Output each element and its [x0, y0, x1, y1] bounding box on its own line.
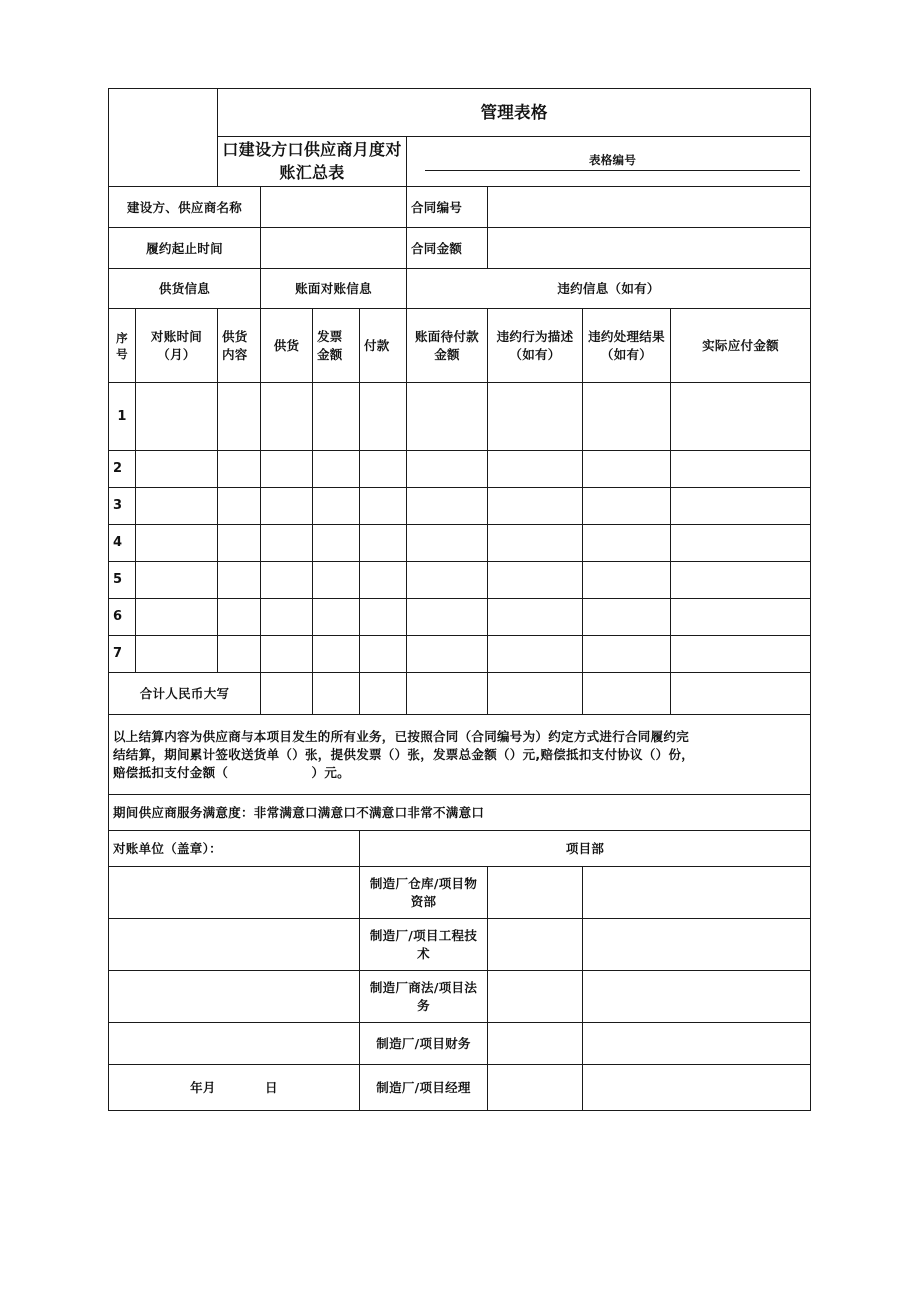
signature-role-label: 制造厂仓库/项目物资部	[360, 867, 488, 919]
signature-name-cell[interactable]	[488, 867, 583, 919]
row-cell-period[interactable]	[136, 599, 218, 636]
period-row	[109, 228, 811, 269]
row-seq: 6	[109, 599, 136, 636]
signature-row	[109, 971, 811, 1023]
signature-name-cell[interactable]	[488, 971, 583, 1023]
header-title-row	[109, 89, 811, 137]
total-cell-breach-result[interactable]	[583, 673, 671, 715]
row-cell-payment[interactable]	[360, 599, 407, 636]
party-name-value[interactable]	[261, 187, 407, 228]
row-cell-payable-book[interactable]	[407, 488, 488, 525]
contract-amount-label: 合同金额	[407, 228, 488, 269]
row-cell-actual-payable[interactable]	[671, 636, 811, 673]
signature-date-cell[interactable]	[583, 971, 811, 1023]
project-dept-label: 项目部	[360, 831, 811, 867]
row-cell-content[interactable]	[218, 525, 261, 562]
row-seq: 3	[109, 488, 136, 525]
signature-row	[109, 867, 811, 919]
total-row	[109, 673, 811, 715]
column-header-actual-payable: 实际应付金额	[671, 309, 811, 383]
signature-date-cell[interactable]	[583, 919, 811, 971]
stamp-area[interactable]	[109, 971, 360, 1023]
signature-role-label: 制造厂/项目经理	[360, 1065, 488, 1111]
signature-role-label: 制造厂商法/项目法务	[360, 971, 488, 1023]
statement-row	[109, 715, 811, 795]
row-seq: 4	[109, 525, 136, 562]
column-header-content: 供货内容	[218, 309, 261, 383]
table-row	[109, 562, 811, 599]
row-cell-supply[interactable]	[261, 562, 313, 599]
row-seq: 7	[109, 636, 136, 673]
statement-line-1: 以上结算内容为供应商与本项目发生的所有业务，已按照合同（合同编号为）约定方式进行合同履约完	[113, 729, 690, 745]
form-subtitle: 口建设方口供应商月度对账汇总表	[218, 137, 407, 187]
statement-line-3-suffix: ）元。	[311, 764, 350, 780]
group-header-supply: 供货信息	[109, 269, 261, 309]
signature-date-cell[interactable]	[583, 1065, 811, 1111]
row-cell-breach-result[interactable]	[583, 383, 671, 451]
row-cell-supply[interactable]	[261, 383, 313, 451]
form-code-label: 表格编号	[425, 152, 800, 171]
contract-amount-value[interactable]	[488, 228, 811, 269]
signature-header-row	[109, 831, 811, 867]
row-cell-breach-desc[interactable]	[488, 599, 583, 636]
row-cell-actual-payable[interactable]	[671, 599, 811, 636]
row-cell-breach-result[interactable]	[583, 599, 671, 636]
group-header-breach: 违约信息（如有）	[407, 269, 811, 309]
stamp-area[interactable]	[109, 1023, 360, 1065]
contract-no-label: 合同编号	[407, 187, 488, 228]
row-cell-period[interactable]	[136, 451, 218, 488]
row-cell-breach-desc[interactable]	[488, 451, 583, 488]
total-cell-actual-payable[interactable]	[671, 673, 811, 715]
signature-name-cell[interactable]	[488, 1023, 583, 1065]
row-cell-actual-payable[interactable]	[671, 488, 811, 525]
row-cell-content[interactable]	[218, 451, 261, 488]
row-cell-invoice[interactable]	[313, 525, 360, 562]
signature-date-cell[interactable]	[583, 867, 811, 919]
column-header-period: 对账时间（月）	[136, 309, 218, 383]
reconciliation-form-table	[108, 88, 811, 1111]
row-cell-content[interactable]	[218, 636, 261, 673]
period-value[interactable]	[261, 228, 407, 269]
signature-role-label: 制造厂/项目工程技术	[360, 919, 488, 971]
column-header-supply: 供货	[261, 309, 313, 383]
signature-role-label: 制造厂/项目财务	[360, 1023, 488, 1065]
row-cell-payable-book[interactable]	[407, 599, 488, 636]
row-cell-breach-desc[interactable]	[488, 488, 583, 525]
row-seq: 5	[109, 562, 136, 599]
column-header-seq: 序号	[109, 309, 136, 383]
row-cell-payment[interactable]	[360, 525, 407, 562]
statement-line-3	[113, 764, 806, 782]
table-row	[109, 599, 811, 636]
column-header-breach-desc: 违约行为描述（如有）	[488, 309, 583, 383]
row-cell-actual-payable[interactable]	[671, 383, 811, 451]
table-row	[109, 488, 811, 525]
total-cell-breach-desc[interactable]	[488, 673, 583, 715]
period-label: 履约起止时间	[109, 228, 261, 269]
row-cell-payable-book[interactable]	[407, 636, 488, 673]
row-cell-period[interactable]	[136, 383, 218, 451]
row-cell-actual-payable[interactable]	[671, 562, 811, 599]
row-cell-content[interactable]	[218, 562, 261, 599]
signature-row	[109, 1065, 811, 1111]
row-cell-payable-book[interactable]	[407, 383, 488, 451]
row-cell-supply[interactable]	[261, 599, 313, 636]
total-cell-payment[interactable]	[360, 673, 407, 715]
signature-row	[109, 1023, 811, 1065]
date-day-label: 日	[265, 1080, 278, 1096]
column-header-payable-book: 账面待付款金额	[407, 309, 488, 383]
row-cell-supply[interactable]	[261, 451, 313, 488]
column-header-breach-result: 违约处理结果（如有）	[583, 309, 671, 383]
row-cell-period[interactable]	[136, 562, 218, 599]
row-cell-content[interactable]	[218, 599, 261, 636]
row-cell-payment[interactable]	[360, 383, 407, 451]
row-cell-actual-payable[interactable]	[671, 525, 811, 562]
row-seq: 2	[109, 451, 136, 488]
total-cell-invoice[interactable]	[313, 673, 360, 715]
row-cell-content[interactable]	[218, 383, 261, 451]
signature-name-cell[interactable]	[488, 1065, 583, 1111]
stamp-area[interactable]	[109, 919, 360, 971]
column-header-row	[109, 309, 811, 383]
date-year-month-label: 年月	[190, 1080, 216, 1096]
row-cell-period[interactable]	[136, 488, 218, 525]
row-cell-breach-result[interactable]	[583, 488, 671, 525]
row-cell-supply[interactable]	[261, 488, 313, 525]
party-name-label: 建设方、供应商名称	[109, 187, 261, 228]
row-cell-invoice[interactable]	[313, 451, 360, 488]
row-cell-payable-book[interactable]	[407, 451, 488, 488]
row-cell-breach-result[interactable]	[583, 636, 671, 673]
row-cell-payable-book[interactable]	[407, 562, 488, 599]
table-row	[109, 525, 811, 562]
total-cell-supply[interactable]	[261, 673, 313, 715]
row-cell-breach-result[interactable]	[583, 451, 671, 488]
table-row	[109, 383, 811, 451]
signature-date-field[interactable]	[109, 1065, 360, 1111]
statement-cell	[109, 715, 811, 795]
row-cell-payment[interactable]	[360, 488, 407, 525]
row-cell-actual-payable[interactable]	[671, 451, 811, 488]
satisfaction-row	[109, 795, 811, 831]
row-cell-supply[interactable]	[261, 636, 313, 673]
row-cell-content[interactable]	[218, 488, 261, 525]
column-header-invoice-amount: 发票金额	[313, 309, 360, 383]
row-cell-breach-desc[interactable]	[488, 562, 583, 599]
main-title: 管理表格	[218, 89, 811, 137]
row-cell-period[interactable]	[136, 636, 218, 673]
row-cell-supply[interactable]	[261, 525, 313, 562]
group-header-row	[109, 269, 811, 309]
party-name-row	[109, 187, 811, 228]
row-cell-payment[interactable]	[360, 562, 407, 599]
statement-line-2: 结结算，期间累计签收送货单（）张，提供发票（）张，发票总金额（）元,赔偿抵扣支付协议（）份，	[113, 747, 695, 763]
row-cell-breach-result[interactable]	[583, 562, 671, 599]
group-header-account: 账面对账信息	[261, 269, 407, 309]
row-cell-invoice[interactable]	[313, 599, 360, 636]
row-cell-payable-book[interactable]	[407, 525, 488, 562]
table-row	[109, 451, 811, 488]
signature-row	[109, 919, 811, 971]
logo-cell	[109, 89, 218, 187]
row-cell-period[interactable]	[136, 525, 218, 562]
row-cell-invoice[interactable]	[313, 488, 360, 525]
column-header-payment: 付款	[360, 309, 407, 383]
stamp-area[interactable]	[109, 867, 360, 919]
stamp-unit-label: 对账单位（盖章）：	[109, 831, 360, 867]
row-cell-invoice[interactable]	[313, 636, 360, 673]
row-cell-payment[interactable]	[360, 451, 407, 488]
row-cell-invoice[interactable]	[313, 383, 360, 451]
signature-date-cell[interactable]	[583, 1023, 811, 1065]
table-row	[109, 636, 811, 673]
row-cell-invoice[interactable]	[313, 562, 360, 599]
total-label: 合计人民币大写	[109, 673, 261, 715]
row-cell-breach-desc[interactable]	[488, 383, 583, 451]
statement-line-3-prefix: 赔偿抵扣支付金额（	[113, 764, 229, 780]
row-cell-payment[interactable]	[360, 636, 407, 673]
row-seq: 1	[109, 383, 136, 451]
signature-name-cell[interactable]	[488, 919, 583, 971]
row-cell-breach-desc[interactable]	[488, 636, 583, 673]
form-code-cell	[407, 137, 811, 187]
satisfaction-label[interactable]: 期间供应商服务满意度：非常满意口满意口不满意口非常不满意口	[109, 795, 811, 831]
contract-no-value[interactable]	[488, 187, 811, 228]
row-cell-breach-result[interactable]	[583, 525, 671, 562]
total-cell-payable-book[interactable]	[407, 673, 488, 715]
row-cell-breach-desc[interactable]	[488, 525, 583, 562]
